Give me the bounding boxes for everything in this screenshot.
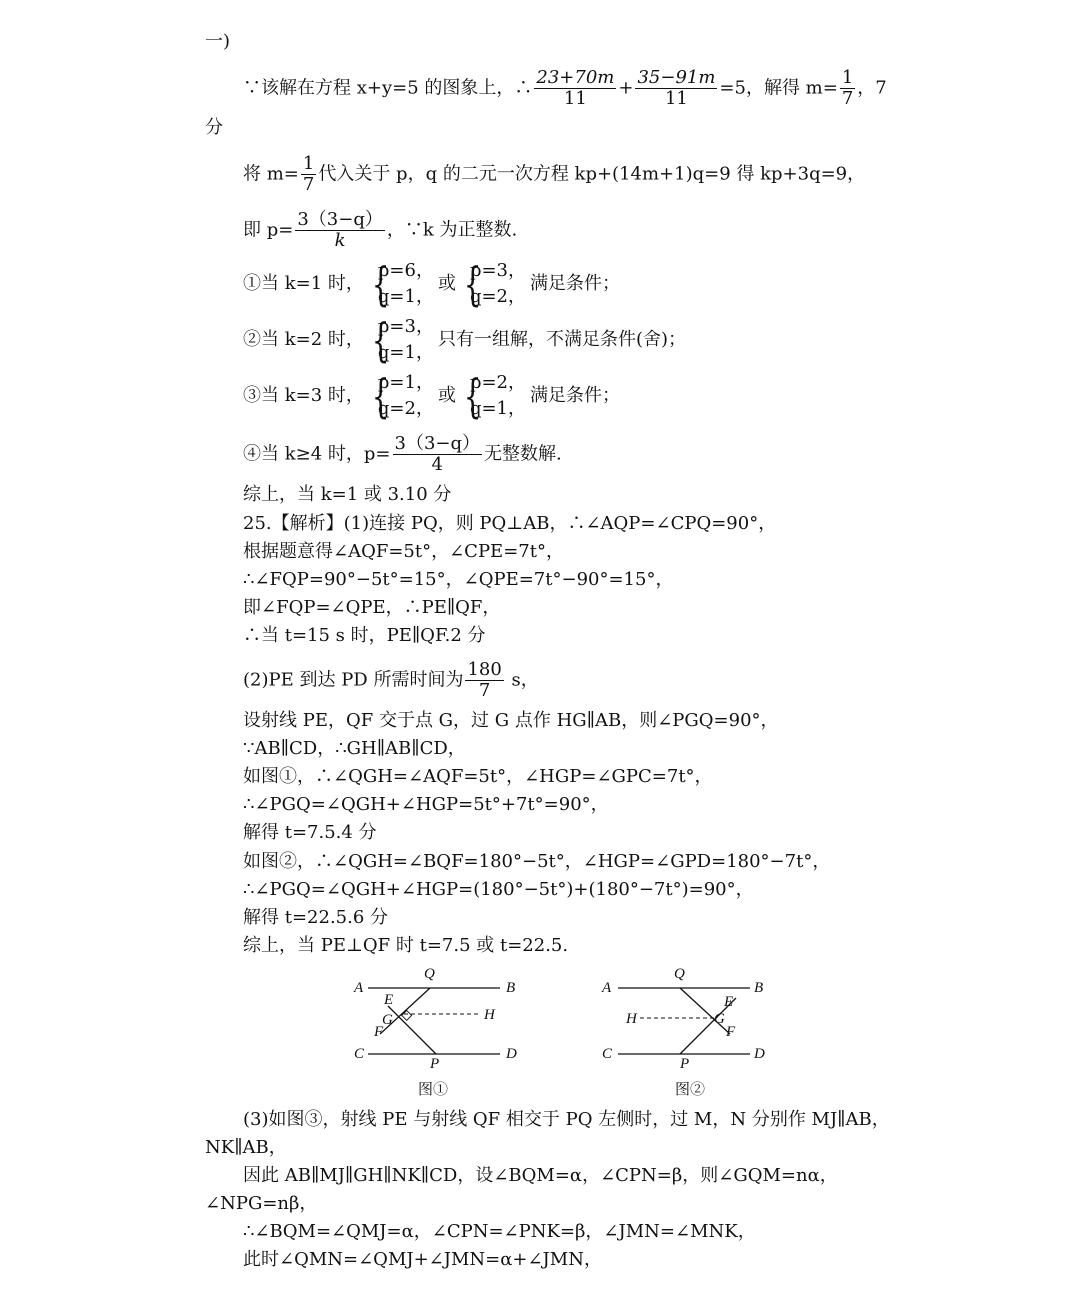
fraction: $\frac{1}{7}$ xyxy=(841,67,854,109)
figure-1-caption: 图① xyxy=(418,1080,449,1098)
equation-system: { p=2， q=1， xyxy=(463,369,527,423)
text-line: 如图②，∴∠QGH=∠BQF=180°−5t°，∠HGP=∠GPD=180°−7t°， xyxy=(243,851,831,872)
text-line: 即 p= $\frac{3(3-q)}{k}$ ，∵k 为正整数. xyxy=(243,209,518,251)
label-c: C xyxy=(354,1046,365,1062)
text-line: 如图①，∴∠QGH=∠AQF=5t°，∠HGP=∠GPC=7t°， xyxy=(243,766,713,787)
text-line: (3)如图③，射线 PE 与射线 QF 相交于 PQ 左侧时，过 M，N 分别作 MJ∥AB， xyxy=(243,1109,890,1130)
text-line: (2)PE 到达 PD 所需时间为 $\frac{180}{7}$ s， xyxy=(243,659,539,701)
label-e: E xyxy=(384,992,394,1008)
label-d: D xyxy=(506,1046,517,1062)
fraction: $\frac{1}{7}$ xyxy=(302,153,315,195)
text-line: NK∥AB， xyxy=(205,1137,287,1158)
text-line: 此时∠QMN=∠QMJ+∠JMN=α+∠JMN， xyxy=(243,1249,602,1270)
text-line: 根据题意得∠AQF=5t°，∠CPE=7t°， xyxy=(243,541,564,562)
label-q: Q xyxy=(424,966,435,982)
text-line: 解得 t=22.5.6 分 xyxy=(243,907,389,928)
label-g: G xyxy=(714,1011,725,1027)
ray-pe xyxy=(388,1006,436,1054)
text-line: 设射线 PE，QF 交于点 G，过 G 点作 HG∥AB，则∠PGQ=90°， xyxy=(243,710,779,731)
text-line: ∴当 t=15 s 时，PE∥QF.2 分 xyxy=(243,625,486,646)
fraction: $\frac{3(3-q)}{k}$ xyxy=(297,209,383,251)
label-f: F xyxy=(726,1024,736,1040)
label-c: C xyxy=(602,1046,613,1062)
label-q: Q xyxy=(674,966,685,982)
label-e: E xyxy=(724,994,734,1010)
text-line: 解得 t=7.5.4 分 xyxy=(243,822,377,843)
label-d: D xyxy=(754,1046,765,1062)
figure-2-diagram xyxy=(590,960,780,1068)
fraction: $\frac{180}{7}$ xyxy=(467,659,502,701)
figure-1-diagram xyxy=(340,960,530,1068)
equation-system: { p=3， q=1， xyxy=(371,313,434,367)
text-line: ∠NPG=nβ， xyxy=(205,1193,318,1214)
text-line: ②当 k=2 时， { p=3， q=1， 只有一组解，不满足条件(舍)； xyxy=(243,313,686,367)
text-line: ④当 k≥4 时，p= $\frac{3(3-q)}{4}$ 无整数解. xyxy=(243,433,562,475)
equation-system: { p=1， q=2， xyxy=(371,369,434,423)
text-line: 综上，当 k=1 或 3.10 分 xyxy=(243,484,452,505)
text-line: 综上，当 PE⊥QF 时 t=7.5 或 t=22.5. xyxy=(243,935,569,956)
text-line: ∴∠PGQ=∠QGH+∠HGP=(180°−5t°)+(180°−7t°)=90°， xyxy=(243,879,754,900)
label-p: P xyxy=(430,1056,440,1068)
text-line: 一) xyxy=(205,31,231,52)
figure-2-caption: 图② xyxy=(675,1080,706,1098)
text-line: 分 xyxy=(205,117,223,138)
equation-system: { p=3， q=2， xyxy=(463,257,527,311)
text-line: ∴∠BQM=∠QMJ=α，∠CPN=∠PNK=β，∠JMN=∠MNK， xyxy=(243,1221,756,1242)
label-p: P xyxy=(680,1056,690,1068)
label-h: H xyxy=(626,1011,637,1027)
text-line: ③当 k=3 时， { p=1， q=2， 或 { p=2， q=1， 满足条件； xyxy=(243,369,621,423)
label-b: B xyxy=(754,980,764,996)
label-b: B xyxy=(506,980,516,996)
fraction: $\frac{23+70m}{11}$ xyxy=(536,67,615,109)
text-line: ①当 k=1 时， { p=6， q=1， 或 { p=3， q=2， 满足条件； xyxy=(243,257,621,311)
label-f: F xyxy=(374,1024,384,1040)
label-a: A xyxy=(354,980,364,996)
fraction: $\frac{35-91m}{11}$ xyxy=(637,67,716,109)
label-h: H xyxy=(484,1007,495,1023)
text-line: ∵AB∥CD，∴GH∥AB∥CD， xyxy=(243,738,466,759)
label-g: G xyxy=(382,1012,393,1028)
text-line: ∵该解在方程 x+y=5 的图象上，∴ $\frac{23+70m}{11}$ + $\frac{35-91m}{11}$ =5，解得 m= $\frac{1}{7}$ ，7 xyxy=(243,67,887,109)
text-line: 25.【解析】(1)连接 PQ，则 PQ⊥AB，∴∠AQP=∠CPQ=90°， xyxy=(243,513,777,534)
text-line: 即∠FQP=∠QPE，∴PE∥QF， xyxy=(243,597,501,618)
text-line: ∴∠PGQ=∠QGH+∠HGP=5t°+7t°=90°， xyxy=(243,794,609,815)
equation-system: { p=6， q=1， xyxy=(371,257,434,311)
text-line: 将 m= $\frac{1}{7}$ 代入关于 p，q 的二元一次方程 kp+(14m+1)q=9 得 kp+3q=9， xyxy=(243,153,866,195)
text-line: ∴∠FQP=90°−5t°=15°，∠QPE=7t°−90°=15°， xyxy=(243,569,674,590)
label-a: A xyxy=(602,980,612,996)
text-line: 因此 AB∥MJ∥GH∥NK∥CD，设∠BQM=α，∠CPN=β，则∠GQM=nα， xyxy=(243,1165,838,1186)
fraction: $\frac{3(3-q)}{4}$ xyxy=(394,433,481,475)
